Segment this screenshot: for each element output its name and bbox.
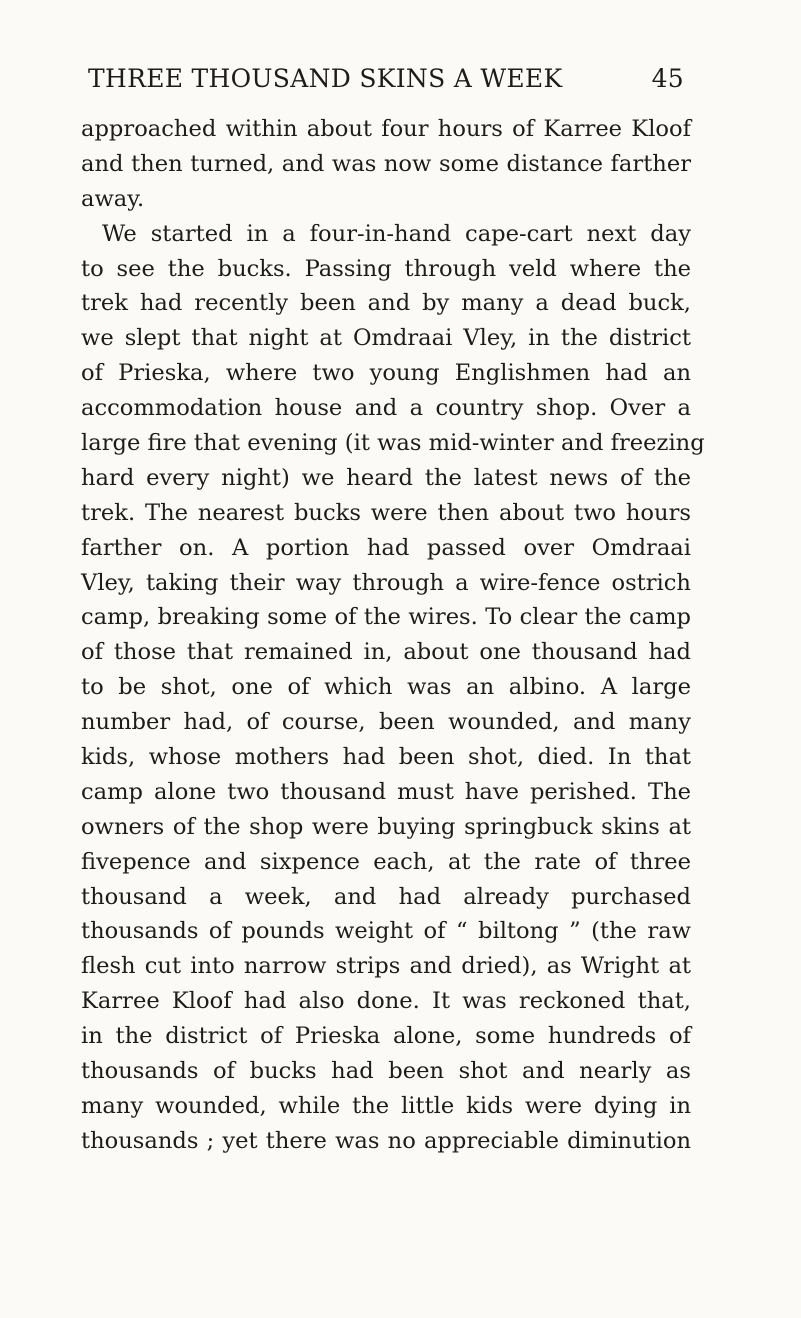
page-number: 45 xyxy=(651,64,684,93)
text-line: Vley, taking their way through a wire-fence ostrich xyxy=(81,569,691,596)
paragraph xyxy=(81,217,705,1159)
text-line: flesh cut into narrow strips and dried), as Wright at xyxy=(81,953,691,980)
text-line: fivepence and sixpence each, at the rate of three xyxy=(81,848,691,875)
text-line: hard every night) we heard the latest news of the xyxy=(81,464,691,491)
text-line: camp alone two thousand must have perished. The xyxy=(81,778,691,805)
text-line: thousands of pounds weight of “ biltong ” (the raw xyxy=(81,918,691,945)
text-line: number had, of course, been wounded, and many xyxy=(81,709,691,736)
text-line: camp, breaking some of the wires. To clear the camp xyxy=(81,604,691,631)
running-head xyxy=(88,64,684,94)
text-line: of those that remained in, about one thousand had xyxy=(81,639,691,666)
text-line: We started in a four-in-hand cape-cart next day xyxy=(102,220,691,247)
text-line: in the district of Prieska alone, some hundreds of xyxy=(81,1023,691,1050)
text-line: kids, whose mothers had been shot, died. In that xyxy=(81,744,691,771)
text-line: Karree Kloof had also done. It was reckoned that, xyxy=(81,988,691,1015)
text-line: approached within about four hours of Karree Kloof xyxy=(81,116,691,142)
text-line: to be shot, one of which was an albino. A large xyxy=(81,674,691,701)
running-title: THREE THOUSAND SKINS A WEEK xyxy=(88,64,563,93)
text-line: thousands ; yet there was no appreciable diminution xyxy=(81,1127,691,1154)
paragraph xyxy=(81,112,691,217)
text-line: of Prieska, where two young Englishmen had an xyxy=(81,360,691,387)
text-line: accommodation house and a country shop. Over a xyxy=(81,395,691,422)
text-line: trek. The nearest bucks were then about two hours xyxy=(81,499,691,526)
text-line: large fire that evening (it was mid-winter and freezing xyxy=(81,430,705,457)
text-line: owners of the shop were buying springbuck skins at xyxy=(81,813,691,840)
text-line: we slept that night at Omdraai Vley, in the district xyxy=(81,325,691,352)
text-line: many wounded, while the little kids were dying in xyxy=(81,1092,691,1119)
text-line: and then turned, and was now some distance farther xyxy=(81,150,691,177)
text-line: thousand a week, and had already purchased xyxy=(81,883,691,910)
body-text xyxy=(81,112,705,1159)
text-line: farther on. A portion had passed over Omdraai xyxy=(81,534,691,561)
text-line: to see the bucks. Passing through veld where the xyxy=(81,255,691,282)
text-line: thousands of bucks had been shot and nearly as xyxy=(81,1058,691,1085)
text-line: away. xyxy=(81,185,145,212)
text-line: trek had recently been and by many a dead buck, xyxy=(81,290,691,317)
